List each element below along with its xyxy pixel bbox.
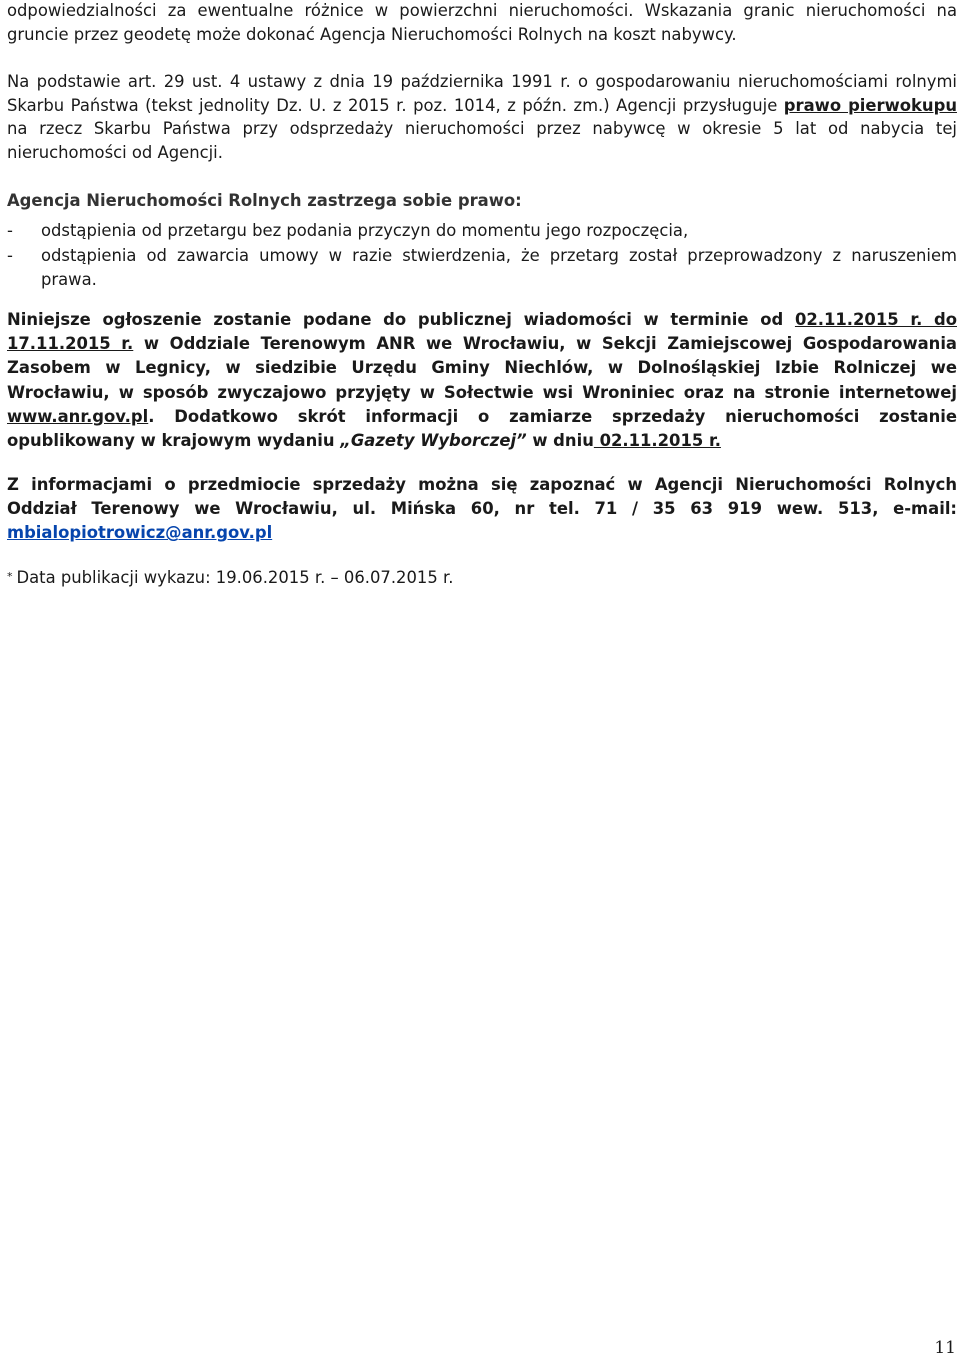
- notice-text-b: w Oddziale Terenowym ANR we Wrocławiu, w Sekcji Zamiejscowej Gospodarowania Zasobem w Legnicy, w siedzibie Urzędu Gminy Niechlów, w Dolnośląskiej Izbie Rolniczej we Wrocławiu, w sposób zwyczajowo przyjęty w Sołectwie wsi Wroniniec oraz na stronie internetowej: [7, 334, 957, 402]
- reservation-list-item: [7, 244, 957, 291]
- paragraph-pre-emption-right: [7, 70, 957, 164]
- publication-notice-paragraph: [7, 308, 957, 453]
- paragraph-text-after: na rzecz Skarbu Państwa przy odsprzedaży nieruchomości przez nabywcę w okresie 5 lat od nabycia tej nieruchomości od Agencji.: [7, 119, 957, 162]
- page-number: 11: [934, 1338, 956, 1358]
- publication-date: 02.11.2015 r.: [593, 431, 721, 451]
- notice-date-range: 02.11.2015 r. do 17.11.2015 r.: [7, 310, 957, 354]
- dash-bullet: -: [7, 246, 13, 265]
- dash-bullet: -: [7, 221, 13, 240]
- list-item-text: odstąpienia od przetargu bez podania przyczyn do momentu jego rozpoczęcia,: [41, 221, 689, 240]
- notice-text-a: Niniejsze ogłoszenie zostanie podane do publicznej wiadomości w terminie od: [7, 310, 795, 329]
- paragraph-boundary-disclaimer: [7, 0, 957, 46]
- footnote-asterisk: *: [7, 570, 13, 583]
- website-link[interactable]: www.anr.gov.pl: [7, 406, 149, 426]
- notice-text-c: . Dodatkowo skrót informacji o zamiarze sprzedaży nieruchomości zostanie opublikowany w krajowym wydaniu: [7, 406, 957, 451]
- notice-text-d: w dniu: [526, 431, 594, 451]
- footnote: [7, 568, 453, 587]
- newspaper-title: „Gazety Wyborczej”: [340, 431, 527, 451]
- paragraph-text-before: Na podstawie art. 29 ust. 4 ustawy z dnia 19 października 1991 r. o gospodarowaniu nieruchomościami rolnymi Skarbu Państwa (tekst jednolity Dz. U. z 2015 r. poz. 1014, z późn. zm.) Agencji przysługuje: [7, 72, 957, 115]
- contact-paragraph: [7, 473, 957, 546]
- reservation-heading: Agencja Nieruchomości Rolnych zastrzega sobie prawo:: [7, 191, 522, 210]
- pre-emption-right-emphasis: prawo pierwokupu: [783, 95, 957, 115]
- reservation-list-item: [7, 219, 957, 243]
- list-item-text: odstąpienia od zawarcia umowy w razie stwierdzenia, że przetarg został przeprowadzony z naruszeniem prawa.: [41, 246, 957, 289]
- contact-text: Z informacjami o przedmiocie sprzedaży można się zapoznać w Agencji Nieruchomości Rolnych Oddział Terenowy we Wrocławiu, ul. Mińska 60, nr tel. 71 / 35 63 919 wew. 513, e-mail:: [7, 475, 957, 519]
- paragraph-text: odpowiedzialności za ewentualne różnice w powierzchni nieruchomości. Wskazania granic nieruchomości na gruncie przez geodetę może dokonać Agencja Nieruchomości Rolnych na koszt nabywcy.: [7, 1, 957, 44]
- email-link[interactable]: mbialopiotrowicz@anr.gov.pl: [7, 523, 273, 543]
- footnote-text: Data publikacji wykazu: 19.06.2015 r. – 06.07.2015 r.: [16, 568, 454, 587]
